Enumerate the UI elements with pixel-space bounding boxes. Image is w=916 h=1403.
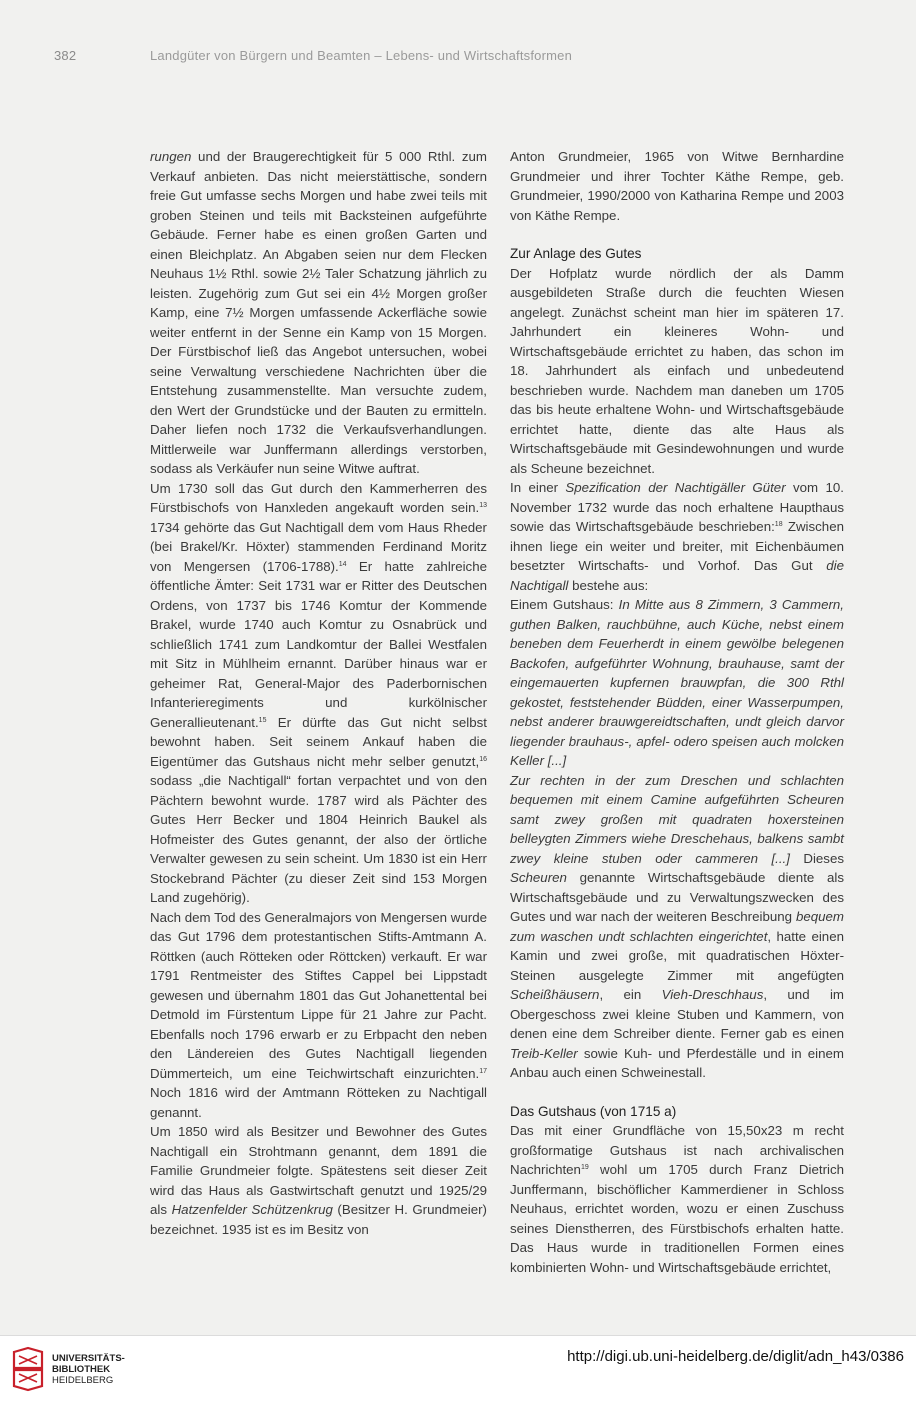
right-column bbox=[510, 147, 844, 1277]
paragraph: In einer Spezification der Nachtigäller Güter vom 10. November 1732 wurde das noch erhaltene Haupthaus sowie das Wirtschaftsgebäude beschrieben:$^{18}$ Zwischen ihnen liege ein weiter und breiter, mit Eichenbäumen besetzter Wirtschafts- und Vorhof. Das Gut die Nachtigall bestehe aus: bbox=[510, 480, 844, 593]
paragraph: Um 1730 soll das Gut durch den Kammerherren des Fürstbischofs von Hanxleden angekauft worden sein.$^{13}$ 1734 gehörte das Gut Nachtigall dem vom Haus Rheder (bei Brakel/Kr. Höxter) stammenden Ferdinand Moritz von Mengersen (1706-1788).$^{14}$ Er hatte zahlreiche öffentliche Ämter: Seit 1731 war er Ritter des Deutschen Ordens, von 1737 bis 1746 Komtur der Kommende Brakel, wurde 1740 auch Komtur zu Osnabrück und schließlich 1741 zum Landkomtur der Ballei Westfalen mit Sitz in Mühlheim ernannt. Darüber hinaus war er geheimer Rat, General-Major des Paderbornischen Infanterieregiments und kurkölnischer Generallieutenant.$^{15}$ Er dürfte das Gut nicht selbst bewohnt haben. Seit seinem Ankauf haben die Eigentümer das Gutshaus nicht mehr selber genutzt,$^{16}$ sodass „die Nachtigall“ fortan verpachtet und von den Pächtern bewohnt wurde. 1787 wird als Pächter des Gutes Herr Becker und 1804 Heinrich Baukel als Hofmeister des Gutes genannt, der also der örtliche Verwalter gewesen zu sein scheint. Um 1830 ist ein Herr Stockebrand Pächter (zu dieser Zeit sind 153 Morgen Land zugehörig). bbox=[150, 480, 487, 905]
running-title: Landgüter von Bürgern und Beamten – Lebens- und Wirtschaftsformen bbox=[150, 48, 573, 63]
section-heading: Das Gutshaus (von 1715 a) bbox=[510, 1103, 677, 1119]
library-line-2: BIBLIOTHEK bbox=[52, 1364, 111, 1375]
paragraph: Einem Gutshaus: In Mitte aus 8 Zimmern, 3 Cammern, guthen Balken, rauchbühne, auch Küche, nebst einem beneben dem Feuerherdt in einem gewölbe belegenen Backofen, aufgeführter Wohnung, brauhause, samt der eingemauerten kupfernen brauwpfan, die 300 Rthl gekostet, feststehender Büdden, einer Wasserpumpen, nebst anderer brauwgereidtschaften, undt gleich darvor liegender brauhaus-, apfel- odero speisen auch molcken Keller [...] bbox=[510, 597, 844, 768]
paragraph: Das mit einer Grundfläche von 15,50x23 m recht großformatige Gutshaus ist nach archivalischen Nachrichten$^{19}$ wohl um 1705 durch Franz Dietrich Junffermann, bischöflicher Kammerdiener in Schloss Neuhaus, errichtet worden, wozu er einen Zuschuss seines Dienstherren, des Fürstbischofs erhalten hatte. Das Haus wurde in traditionellen Formen eines kombinierten Wohn- und Wirtschaftsgebäude errichtet, bbox=[510, 1123, 844, 1275]
paragraph: Der Hofplatz wurde nördlich der als Damm ausgebildeten Straße durch die feuchten Wiesen angelegt. Zunächst scheint man hier im späteren 17. Jahrhundert ein kleineres Wohn- und Wirtschaftsgebäude errichtet zu haben, das schon im 18. Jahrhundert als einfach und unbedeutend beschrieben wurde. Nachdem man daneben um 1705 das bis heute erhaltene Wohn- und Wirtschaftsgebäude errichtet hatte, diente das alte Haus als Wirtschaftsgebäude mit Gesindewohnungen und wurde als Scheune bezeichnet. bbox=[510, 265, 844, 476]
section-heading: Zur Anlage des Gutes bbox=[510, 246, 642, 261]
library-line-3: HEIDELBERG bbox=[52, 1375, 114, 1386]
page-number: 382 bbox=[54, 48, 77, 63]
left-column bbox=[150, 147, 487, 1239]
paragraph: Nach dem Tod des Generalmajors von Mengersen wurde das Gut 1796 dem protestantischen Stifts-Amtmann A. Röttken (auch Rötteken oder Röttcken) verkauft. Er war 1791 Rentmeister des Stiftes Cappel bei Lippstadt gewesen und übernahm 1801 das Gut Johanettental bei Detmold im Fürstentum Lippe für 21 Jahre zur Pacht. Ebenfalls noch 1796 erwarb er zu Erbpacht den neben den Ländereien des Gutes Nachtigall liegenden Dümmerteich, um eine Teichwirtschaft einzurichten.$^{17}$ Noch 1816 wird der Amtmann Rötteken zu Nachtigall genannt. bbox=[150, 909, 487, 1120]
library-line-1: UNIVERSITÄTS- bbox=[52, 1353, 125, 1364]
university-library-logo-icon bbox=[10, 1346, 46, 1392]
viewer-footer bbox=[0, 1335, 916, 1403]
running-header bbox=[54, 48, 572, 63]
paragraph: Um 1850 wird als Besitzer und Bewohner des Gutes Nachtigall ein Strohtmann genannt, dem 1891 die Familie Grundmeier folgte. Spätestens seit dieser Zeit wird das Haus als Gastwirtschaft genutzt und 1925/29 als Hatzenfelder Schützenkrug (Besitzer H. Grundmeier) bezeichnet. 1935 ist es im Besitz von bbox=[150, 1124, 487, 1237]
library-name bbox=[52, 1353, 125, 1386]
document-url-link[interactable]: http://digi.ub.uni-heidelberg.de/diglit/adn_h43/0386 bbox=[567, 1348, 904, 1365]
paragraph: Zur rechten in der zum Dreschen und schlachten bequemen mit einem Camine aufgeführten Scheuren samt zwey großen mit quadraten hoxersteinen belleygten Zimmers wiehe Dreschehaus, balkens sambt zwey kleine stuben oder cammeren [...] Dieses Scheuren genannte Wirtschaftsgebäude diente als Wirtschaftsgebäude und zu Verwaltungszwecken des Gutes und war nach der weiteren Beschreibung bequem zum waschen undt schlachten eingerichtet, hatte einen Kamin und zwei große, mit quadratischen Höxter-Steinen ausgelegte Zimmer mit angefügten Scheißhäusern, ein Vieh-Dreschhaus, und im Obergeschoss zwei kleine Stuben und Kammern, von denen eine dem Schreiber diente. Ferner gab es einen Treib-Keller sowie Kuh- und Pferdeställe und in einem Anbau auch einen Schweinestall. bbox=[510, 772, 844, 1080]
paragraph: rungen und der Braugerechtigkeit für 5 000 Rthl. zum Verkauf anbieten. Das nicht meierstättische, sondern freie Gut umfasse sechs Morgen und habe zwei teils mit groben Steinen und teils mit Backsteinen aufgeführte Gebäude. Ferner habe es einen großen Garten und einen Bleichplatz. An Abgaben seien nur dem Flecken Neuhaus 1½ Rthl. sowie 2½ Taler Schatzung jährlich zu leisten. Zugehörig zum Gut sei ein 4½ Morgen großer Kamp, eine 7½ Morgen umfassende Ackerfläche sowie weiter entfernt in der Senne ein Kamp von 15 Morgen. Der Fürstbischof ließ das Angebot untersuchen, wobei seine Verwaltung verschiedene Nachrichten über die Entstehung zusammenstellte. Man versuchte zudem, den Wert der Grundstücke und der Bauten zu ermitteln. Daher liefen noch 1732 die Verkaufsverhandlungen. Mittlerweile war Junffermann allerdings verstorben, sodass als Verkäufer nun seine Witwe auftrat. bbox=[150, 149, 487, 476]
paragraph: Anton Grundmeier, 1965 von Witwe Bernhardine Grundmeier und ihrer Tochter Käthe Rempe, geb. Grundmeier, 1990/2000 von Katharina Rempe und 2003 von Käthe Rempe. bbox=[510, 149, 844, 223]
